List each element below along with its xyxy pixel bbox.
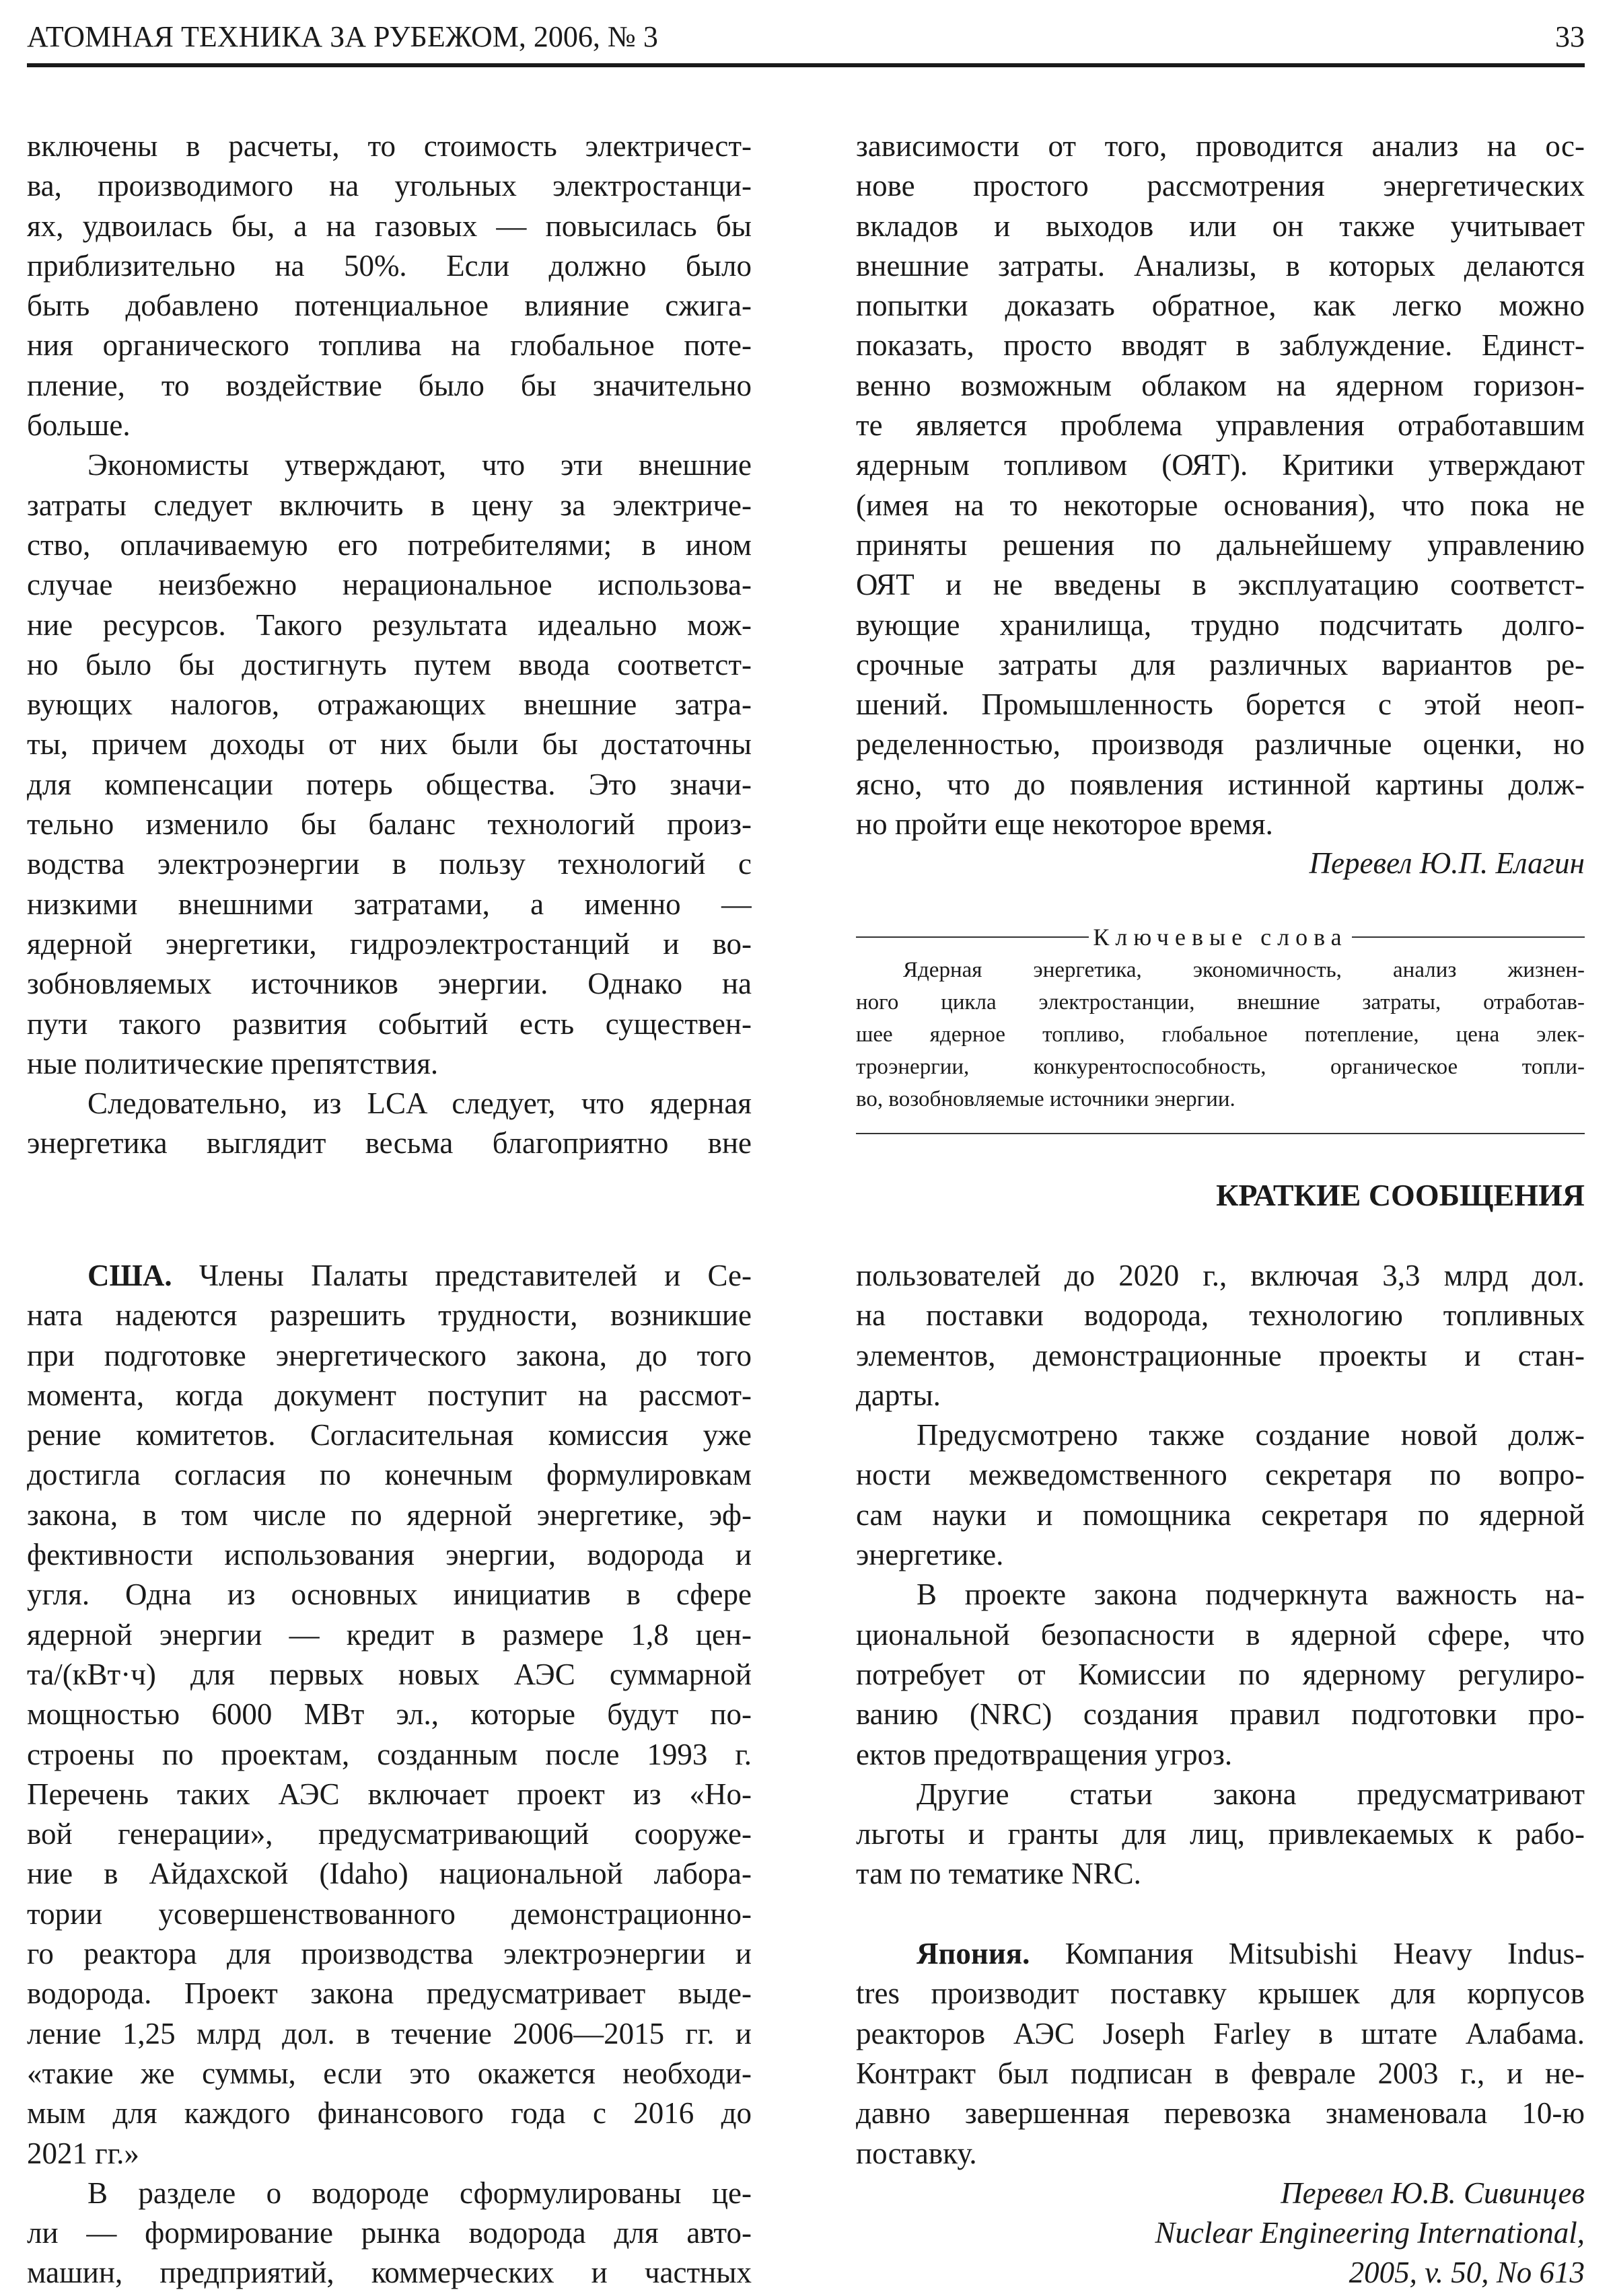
text-line: [27, 1415, 752, 1455]
signature: [856, 2174, 1585, 2293]
text-line: [27, 207, 752, 246]
line-text: фективности использования энергии, водорода и: [27, 1538, 752, 1572]
text-line: [27, 1084, 752, 1123]
line-text: вой генерации», предусматривающий сооруже-: [27, 1817, 752, 1851]
running-header: [27, 13, 1585, 61]
line-text: троэнергии, конкурентоспособность, органическое топли-: [856, 1055, 1585, 1079]
line-text: льготы и гранты для лиц, привлекаемых к рабо-: [856, 1817, 1585, 1851]
line-text: для компенсации потерь общества. Это значи-: [27, 767, 752, 801]
line-text: шее ядерное топливо, глобальное потепление, цена элек-: [856, 1023, 1585, 1047]
text-line: [856, 565, 1585, 605]
text-line: [856, 1575, 1585, 1615]
text-line: [856, 1894, 1585, 1934]
text-line: [856, 605, 1585, 645]
text-line: [856, 1655, 1585, 1695]
paragraph: [856, 1415, 1585, 1575]
line-text: водства электроэнергии в пользу технологий с: [27, 847, 752, 881]
line-text: пление, то воздействие было бы значительно: [27, 368, 752, 402]
text-line: [856, 1934, 1585, 1974]
text-line: [856, 2174, 1585, 2213]
text-line: [27, 166, 752, 206]
text-line: [27, 2174, 752, 2213]
text-line: [856, 1974, 1585, 2013]
line-text: там по тематике NRC.: [856, 1857, 1141, 1891]
line-text: показать, просто вводят в заблуждение. Единст-: [856, 328, 1585, 363]
line-text: водорода. Проект закона предусматривает выде-: [27, 1976, 752, 2011]
text-line: [27, 1123, 752, 1163]
text-line: [856, 1735, 1585, 1775]
text-line: [856, 1083, 1585, 1115]
line-text: те является проблема управления отработавшим: [856, 408, 1585, 443]
line-text: нове простого рассмотрения энергетических: [856, 169, 1585, 203]
text-line: [856, 2213, 1585, 2253]
text-line: [856, 1296, 1585, 1335]
paragraph: [856, 1894, 1585, 1934]
line-text: tres производит поставку крышек для корпусов: [856, 1976, 1585, 2011]
line-text: ние ресурсов. Такого результата идеально мож-: [27, 607, 752, 642]
text-line: [856, 1854, 1585, 1894]
line-text: Другие статьи закона предусматривают: [917, 1777, 1585, 1811]
text-line: [27, 1376, 752, 1415]
line-text: зависимости от того, проводится анализ на ос-: [856, 129, 1585, 163]
text-line: [27, 2213, 752, 2253]
line-text: ты, причем доходы от них были бы достаточны: [27, 727, 752, 762]
line-text: больше.: [27, 408, 131, 443]
text-line: [27, 1974, 752, 2013]
text-line: [27, 445, 752, 485]
paragraph: [27, 1084, 752, 1164]
line-text: ного цикла электростанции, внешние затраты, отработав-: [856, 990, 1585, 1014]
line-text: при подготовке энергетического закона, до того: [27, 1338, 752, 1372]
text-line: [856, 805, 1585, 844]
left-column-bottom: [27, 1256, 752, 2293]
line-text: потребует от Комиссии по ядерному регулиро-: [856, 1657, 1585, 1691]
text-line: [27, 1814, 752, 1854]
text-line: [856, 954, 1585, 986]
text-line: [27, 1004, 752, 1044]
line-text: «такие же суммы, если это окажется необходи-: [27, 2056, 752, 2090]
text-line: [27, 1336, 752, 1376]
line-text: давно завершенная перевозка знаменовала 10-ю: [856, 2096, 1585, 2131]
line-text: приблизительно на 50%. Если должно было: [27, 248, 752, 283]
text-line: [27, 2253, 752, 2293]
paragraph: [856, 954, 1585, 1115]
text-line: [856, 1695, 1585, 1734]
line-text: вкладов и выходов или он также учитывает: [856, 209, 1585, 243]
paragraph: [856, 126, 1585, 844]
line-text: приняты решения по дальнейшему управлению: [856, 527, 1585, 562]
line-text: го реактора для производства электроэнергии и: [27, 1937, 752, 1971]
text-line: [27, 1256, 752, 1296]
line-text: В проекте закона подчеркнута важность на-: [917, 1578, 1585, 1612]
lead-in: Япония.: [917, 1937, 1030, 1971]
text-line: [856, 1415, 1585, 1455]
line-text: Перевел Ю.В. Сивинцев: [1281, 2176, 1585, 2210]
text-line: [27, 605, 752, 645]
line-text: ности межведомственного секретаря по вопро-: [856, 1458, 1585, 1492]
line-text: 2021 гг.»: [27, 2136, 139, 2170]
line-text: Следовательно, из LCA следует, что ядерная: [87, 1086, 752, 1121]
text-line: [27, 924, 752, 964]
text-line: [856, 126, 1585, 166]
text-line: [27, 964, 752, 1004]
text-line: [27, 1854, 752, 1894]
line-text: низкими внешними затратами, а именно —: [27, 887, 752, 921]
paragraph: [27, 445, 752, 1084]
line-text: ната надеются разрешить трудности, возникшие: [27, 1298, 752, 1333]
line-text: 2005, v. 50, No 613: [1349, 2256, 1585, 2290]
line-text: зобновляемых источников энергии. Однако на: [27, 967, 752, 1001]
line-text: пути такого развития событий есть существен-: [27, 1006, 752, 1041]
text-line: [27, 844, 752, 884]
text-line: [856, 445, 1585, 485]
text-line: [27, 1495, 752, 1535]
line-text: Предусмотрено также создание новой долж-: [917, 1418, 1585, 1452]
line-text: ядерным топливом (ОЯТ). Критики утверждают: [856, 448, 1585, 482]
line-text: попытки доказать обратное, как легко можно: [856, 289, 1585, 323]
text-line: [856, 986, 1585, 1019]
line-text: Компания Mitsubishi Heavy Indus-: [1030, 1937, 1585, 1971]
text-line: [856, 1019, 1585, 1051]
text-line: [27, 2094, 752, 2133]
text-line: [27, 645, 752, 685]
paragraph: [856, 1256, 1585, 1415]
text-line: [27, 1894, 752, 1934]
text-line: [856, 406, 1585, 445]
text-line: [27, 2134, 752, 2174]
left-column-top: [27, 126, 752, 1164]
text-line: [856, 765, 1585, 805]
text-line: [856, 685, 1585, 725]
line-text: ределенностью, производя различные оценки, но: [856, 727, 1585, 762]
line-text: достигла согласия по конечным формулировкам: [27, 1458, 752, 1492]
line-text: закона, в том числе по ядерной энергетике, эф-: [27, 1497, 752, 1532]
translator-credit: Перевел Ю.П. Елагин: [1309, 846, 1585, 880]
text-line: [27, 805, 752, 844]
line-text: Ядерная энергетика, экономичность, анализ жизнен-: [903, 958, 1585, 982]
text-line: [27, 366, 752, 406]
text-line: [27, 2014, 752, 2054]
line-text: ОЯТ и не введены в эксплуатацию соответст-: [856, 568, 1585, 602]
line-text: случае неизбежно нерациональное использова-: [27, 568, 752, 602]
text-line: [856, 525, 1585, 565]
line-text: мым для каждого финансового года с 2016 до: [27, 2096, 752, 2131]
line-text: угля. Одна из основных инициатив в сфере: [27, 1578, 752, 1612]
text-line: [856, 1455, 1585, 1495]
text-line: [856, 486, 1585, 525]
text-line: [27, 1615, 752, 1655]
line-text: ление 1,25 млрд дол. в течение 2006—2015 гг. и: [27, 2016, 752, 2050]
text-line: [27, 406, 752, 445]
page-number: 33: [1555, 20, 1585, 53]
text-line: [856, 2054, 1585, 2094]
right-column-top: [856, 126, 1585, 844]
line-text: та/(кВт·ч) для первых новых АЭС суммарной: [27, 1657, 752, 1691]
text-line: [27, 1735, 752, 1775]
text-line: [856, 207, 1585, 246]
line-text: срочные затраты для различных вариантов ре-: [856, 647, 1585, 681]
line-text: ние в Айдахской (Idaho) национальной лабора-: [27, 1857, 752, 1891]
line-text: циональной безопасности в ядерной сфере, что: [856, 1617, 1585, 1652]
paragraph: [856, 1575, 1585, 1774]
text-line: [27, 1296, 752, 1335]
keywords-list: [856, 954, 1585, 1115]
paragraph: [27, 126, 752, 445]
text-line: [27, 1775, 752, 1814]
text-line: [856, 1775, 1585, 1814]
text-line: [856, 366, 1585, 406]
line-text: шений. Промышленность борется с этой неоп-: [856, 688, 1585, 722]
line-text: ях, удвоилась бы, а на газовых — повысилась бы: [27, 209, 752, 243]
line-text: но пройти еще некоторое время.: [856, 807, 1273, 842]
journal-title: АТОМНАЯ ТЕХНИКА ЗА РУБЕЖОМ, 2006, № 3: [27, 20, 658, 53]
text-line: [27, 1655, 752, 1695]
keywords-rule: [856, 1133, 1585, 1134]
text-line: [856, 1256, 1585, 1296]
text-line: [856, 2134, 1585, 2174]
line-text: Перечень таких АЭС включает проект из «Но-: [27, 1777, 752, 1811]
line-text: дарты.: [856, 1378, 941, 1412]
line-text: ство, оплачиваемую его потребителями; в ином: [27, 527, 752, 562]
text-line: [27, 326, 752, 365]
text-line: [856, 1535, 1585, 1575]
text-line: [856, 1615, 1585, 1655]
line-text: пользователей до 2020 г., включая 3,3 млрд дол.: [856, 1259, 1585, 1292]
text-line: [27, 1934, 752, 1974]
line-text: Экономисты утверждают, что эти внешние: [87, 448, 752, 482]
keywords-box: [856, 920, 1585, 1115]
line-text: затраты следует включить в цену за электриче-: [27, 488, 752, 522]
text-line: [27, 246, 752, 286]
line-text: энергетике.: [856, 1538, 1004, 1572]
text-line: [856, 2094, 1585, 2133]
line-text: внешние затраты. Анализы, в которых делаются: [856, 248, 1585, 283]
line-text: ные политические препятствия.: [27, 1046, 439, 1080]
text-line: [27, 1535, 752, 1575]
text-line: [27, 1575, 752, 1615]
line-text: элементов, демонстрационные проекты и стан-: [856, 1338, 1585, 1372]
line-text: В разделе о водороде сформулированы це-: [87, 2176, 752, 2210]
lead-in: США.: [87, 1259, 172, 1292]
keywords-title: Ключевые слова: [1093, 924, 1348, 951]
line-text: венно возможным облаком на ядерном горизон-: [856, 368, 1585, 402]
line-text: но было бы достигнуть путем ввода соответст-: [27, 647, 752, 681]
text-line: [27, 565, 752, 605]
text-line: [27, 725, 752, 764]
paragraph: [27, 1256, 752, 2174]
line-text: ясно, что до появления истинной картины долж-: [856, 767, 1585, 801]
keywords-heading: [856, 920, 1585, 954]
paragraph: [856, 1775, 1585, 1894]
line-text: момента, когда документ поступит на рассмот-: [27, 1378, 752, 1412]
line-text: вующие хранилища, трудно подсчитать долго-: [856, 607, 1585, 642]
text-line: [856, 2253, 1585, 2293]
text-line: [856, 2014, 1585, 2054]
line-text: Nuclear Engineering International,: [1155, 2216, 1585, 2250]
line-text: Контракт был подписан в феврале 2003 г., и не-: [856, 2056, 1585, 2090]
line-text: ванию (NRC) создания правил подготовки про-: [856, 1697, 1585, 1732]
line-text: во, возобновляемые источники энергии.: [856, 1087, 1235, 1111]
line-text: машин, предприятий, коммерческих и частных: [27, 2256, 752, 2290]
text-line: [856, 166, 1585, 206]
text-line: [856, 1814, 1585, 1854]
line-text: энергетика выглядит весьма благоприятно вне: [27, 1126, 752, 1160]
text-line: [856, 246, 1585, 286]
line-text: быть добавлено потенциальное влияние сжига-: [27, 289, 752, 323]
line-text: тории усовершенствованного демонстрационно-: [27, 1896, 752, 1931]
line-text: тельно изменило бы баланс технологий произ-: [27, 807, 752, 842]
paragraph: [856, 1934, 1585, 2174]
text-line: [27, 685, 752, 725]
text-line: [856, 1051, 1585, 1083]
line-text: ли — формирование рынка водорода для авто-: [27, 2216, 752, 2250]
text-line: [856, 326, 1585, 365]
line-text: мощностью 6000 МВт эл., которые будут по-: [27, 1697, 752, 1732]
text-line: [27, 2054, 752, 2094]
divider: [856, 936, 1089, 938]
line-text: включены в расчеты, то стоимость электричест-: [27, 129, 752, 163]
line-text: ния органического топлива на глобальное поте-: [27, 328, 752, 363]
text-line: [856, 1336, 1585, 1376]
paragraph: [27, 2174, 752, 2293]
line-text: ва, производимого на угольных электростанци-: [27, 169, 752, 203]
line-text: (имея на то некоторые основания), что пока не: [856, 488, 1585, 522]
section-title: КРАТКИЕ СООБЩЕНИЯ: [1216, 1178, 1585, 1212]
line-text: на поставки водорода, технологию топливных: [856, 1298, 1585, 1333]
line-text: вующих налогов, отражающих внешние затра-: [27, 688, 752, 722]
line-text: ядерной энергетики, гидроэлектростанций и во-: [27, 926, 752, 961]
line-text: Члены Палаты представителей и Се-: [172, 1259, 752, 1292]
line-text: ядерной энергии — кредит в размере 1,8 цен-: [27, 1617, 752, 1652]
text-line: [856, 1376, 1585, 1415]
divider: [1352, 936, 1585, 938]
text-line: [27, 286, 752, 326]
header-rule: [27, 63, 1585, 67]
text-line: [27, 486, 752, 525]
text-line: [27, 1044, 752, 1084]
text-line: [27, 126, 752, 166]
line-text: сам науки и помощника секретаря по ядерной: [856, 1497, 1585, 1532]
line-text: рение комитетов. Согласительная комиссия уже: [27, 1418, 752, 1452]
line-text: поставку.: [856, 2136, 977, 2170]
text-line: [856, 725, 1585, 764]
line-text: ектов предотвращения угроз.: [856, 1737, 1233, 1771]
text-line: [856, 286, 1585, 326]
text-line: [27, 525, 752, 565]
line-text: строены по проектам, созданным после 1993 г.: [27, 1737, 752, 1771]
text-line: [856, 645, 1585, 685]
text-line: [27, 765, 752, 805]
line-text: реакторов АЭС Joseph Farley в штате Алабама.: [856, 2016, 1585, 2050]
text-line: [856, 1495, 1585, 1535]
right-column-bottom: [856, 1256, 1585, 2293]
text-line: [27, 885, 752, 924]
text-line: [27, 1695, 752, 1734]
text-line: [27, 1455, 752, 1495]
